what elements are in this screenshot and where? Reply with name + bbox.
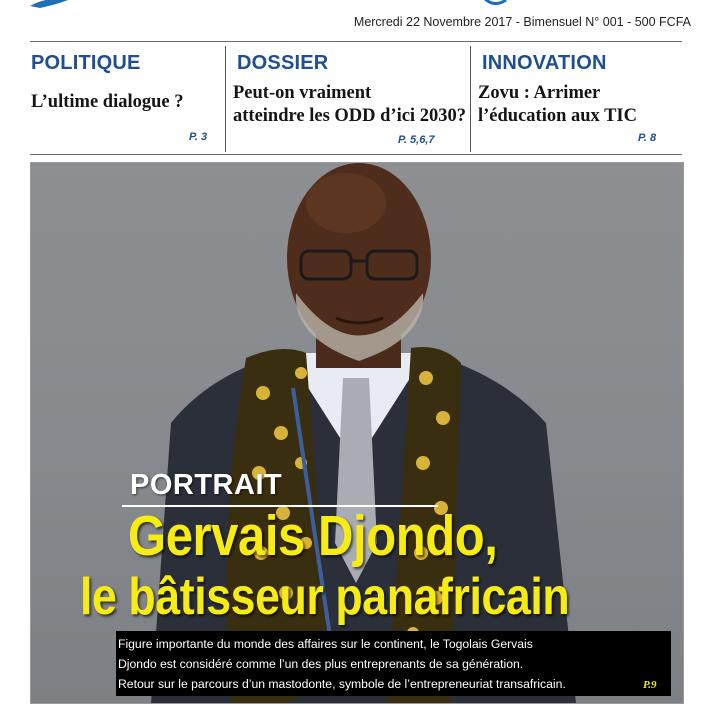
teaser-title-line: Peut-on vraiment bbox=[233, 83, 372, 103]
section-label-innovation: INNOVATION bbox=[482, 52, 607, 74]
page-ref-dossier: P. 5,6,7 bbox=[398, 134, 435, 146]
teaser-title-dossier[interactable] bbox=[233, 82, 469, 128]
teaser-title-line: l’éducation aux TIC bbox=[478, 106, 637, 126]
cover-caption bbox=[118, 634, 610, 694]
section-label-dossier: DOSSIER bbox=[237, 52, 329, 74]
dateline: Mercredi 22 Novembre 2017 - Bimensuel N° 001 - 500 FCFA bbox=[353, 15, 691, 29]
masthead-logo-mark bbox=[480, 0, 510, 10]
section-label-politique: POLITIQUE bbox=[31, 52, 141, 74]
cover-headline-line2[interactable]: le bâtisseur panafricain bbox=[80, 568, 570, 626]
portrait-kicker: PORTRAIT bbox=[130, 469, 283, 501]
cover-headline-line1[interactable]: Gervais Djondo, bbox=[128, 504, 498, 568]
teaser-title-innovation[interactable] bbox=[478, 82, 682, 128]
teaser-title-line: atteindre les ODD d’ici 2030? bbox=[233, 106, 466, 126]
caption-line: Figure importante du monde des affaires sur le continent, le Togolais Gervais bbox=[118, 637, 533, 651]
teaser-title-line: Zovu : Arrimer bbox=[478, 83, 601, 103]
teaser-title-politique[interactable] bbox=[31, 91, 221, 114]
masthead-logo bbox=[28, 0, 88, 10]
caption-line: Retour sur le parcours d’un mastodonte, symbole de l’entrepreneuriat transafricain. bbox=[118, 677, 566, 691]
teaser-title-line: L’ultime dialogue ? bbox=[31, 92, 184, 112]
column-divider bbox=[225, 46, 226, 152]
page-ref-innovation: P. 8 bbox=[638, 132, 657, 144]
caption-line: Djondo est considéré comme l’un des plus entreprenants de sa génération. bbox=[118, 657, 524, 671]
page-ref-politique: P. 3 bbox=[189, 131, 208, 143]
teaser-bottom-rule bbox=[30, 154, 682, 155]
page-ref-cover: P.9 bbox=[643, 679, 657, 691]
header-rule bbox=[30, 41, 682, 42]
column-divider bbox=[470, 46, 471, 152]
